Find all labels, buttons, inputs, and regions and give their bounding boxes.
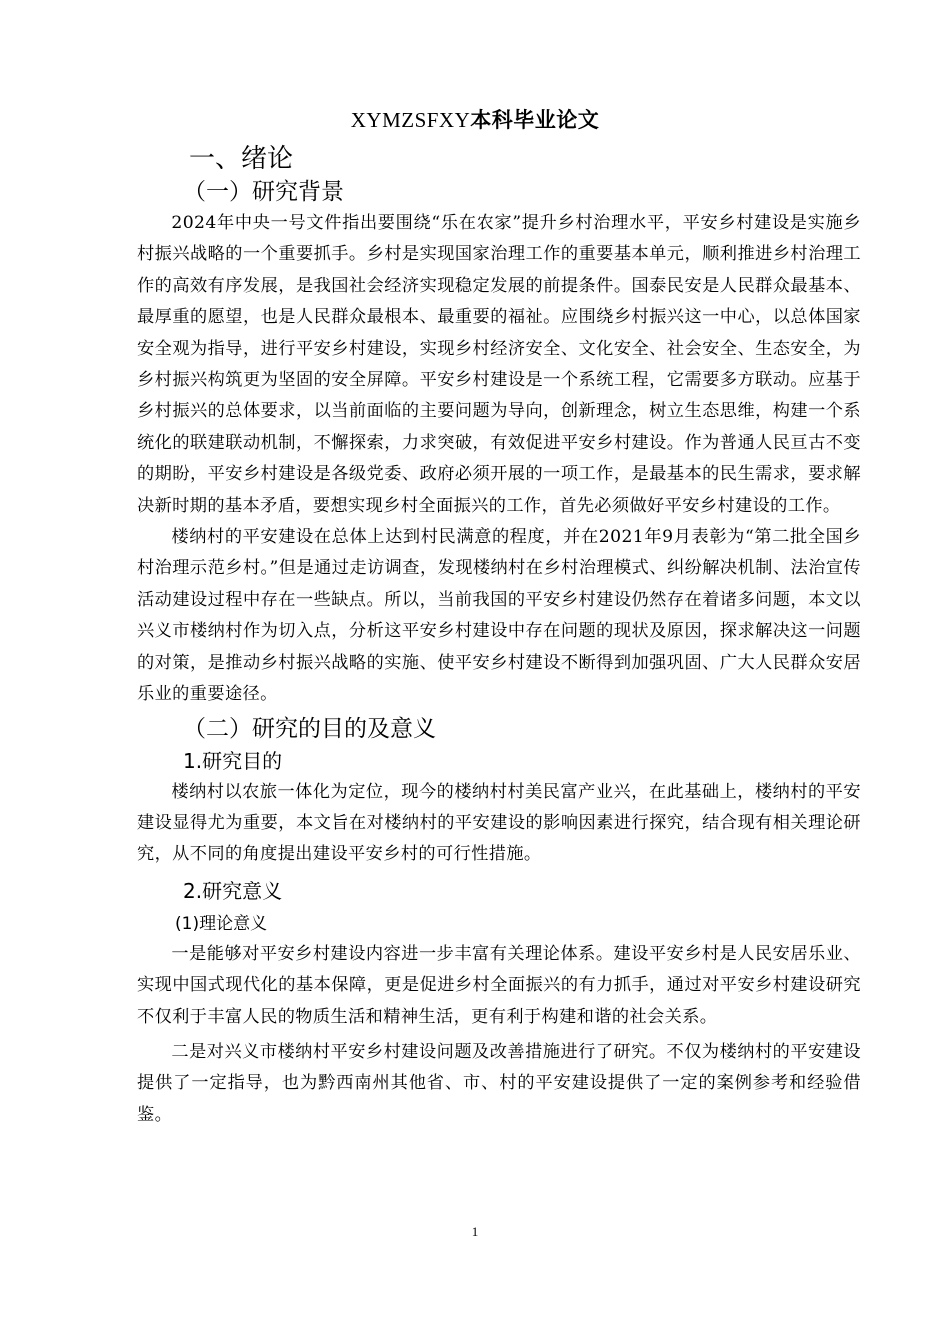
page-number: 1 — [471, 1224, 479, 1239]
section-heading-background: （一）研究背景 — [183, 179, 344, 205]
header-latin: XYMZSFXY — [350, 108, 471, 132]
running-header — [0, 104, 950, 134]
subsection-heading-meaning: 2.研究意义 — [183, 878, 283, 903]
body-paragraph: 一是能够对平安乡村建设内容进一步丰富有关理论体系。建设平安乡村是人民安居乐业、实现中国式现代化的基本保障，更是促进乡村全面振兴的有力抓手，通过对平安乡村建设研究不仅利于丰富人民的物质生活和精神生活，更有利于构建和谐的社会关系。 — [137, 943, 861, 1027]
subsection-heading-goal: 1.研究目的 — [183, 748, 283, 773]
body-paragraph: 楼纳村以农旅一体化为定位，现今的楼纳村村美民富产业兴，在此基础上，楼纳村的平安建设显得尤为重要，本文旨在对楼纳村的平安建设的影响因素进行探究，结合现有相关理论研究，从不同的角度提出建设平安乡村的可行性措施。 — [137, 781, 861, 865]
body-paragraph: 楼纳村的平安建设在总体上达到村民满意的程度，并在2021年9月表彰为“第二批全国乡村治理示范乡村。”但是通过走访调查，发现楼纳村在乡村治理模式、纠纷解决机制、法治宣传活动建设过程中存在一些缺点。所以，当前我国的平安乡村建设仍然存在着诸多问题，本文以兴义市楼纳村作为切入点，分析这平安乡村建设中存在问题的现状及原因，探求解决这一问题的对策，是推动乡村振兴战略的实施、使平安乡村建设不断得到加强巩固、广大人民群众安居乐业的重要途径。 — [137, 527, 861, 705]
subsubsection-heading-theory: (1)理论意义 — [175, 913, 268, 934]
chapter-heading: 一、绪论 — [189, 144, 294, 174]
document-body — [137, 142, 861, 1131]
header-title: 本科毕业论文 — [470, 107, 600, 132]
body-paragraph: 二是对兴义市楼纳村平安乡村建设问题及改善措施进行了研究。不仅为楼纳村的平安建设提供了一定指导，也为黔西南州其他省、市、村的平安建设提供了一定的案例参考和经验借鉴。 — [137, 1041, 861, 1125]
body-paragraph: 2024年中央一号文件指出要围绕“乐在农家”提升乡村治理水平，平安乡村建设是实施乡村振兴战略的一个重要抓手。乡村是实现国家治理工作的重要基本单元，顺利推进乡村治理工作的高效有序发展，是我国社会经济实现稳定发展的前提条件。国泰民安是人民群众最基本、最厚重的愿望，也是人民群众最根本、最重要的福祉。应围绕乡村振兴这一中心，以总体国家安全观为指导，进行平安乡村建设，实现乡村经济安全、文化安全、社会安全、生态安全，为乡村振兴构筑更为坚固的安全屏障。平安乡村建设是一个系统工程，它需要多方联动。应基于乡村振兴的总体要求，以当前面临的主要问题为导向，创新理念，树立生态思维，构建一个系统化的联建联动机制，不懈探索，力求突破，有效促进平安乡村建设。作为普通人民亘古不变的期盼，平安乡村建设是各级党委、政府必须开展的一项工作，是最基本的民生需求，要求解决新时期的基本矛盾，要想实现乡村全面振兴的工作，首先必须做好平安乡村建设的工作。 — [137, 213, 861, 516]
section-heading-purpose: （二）研究的目的及意义 — [183, 715, 436, 742]
